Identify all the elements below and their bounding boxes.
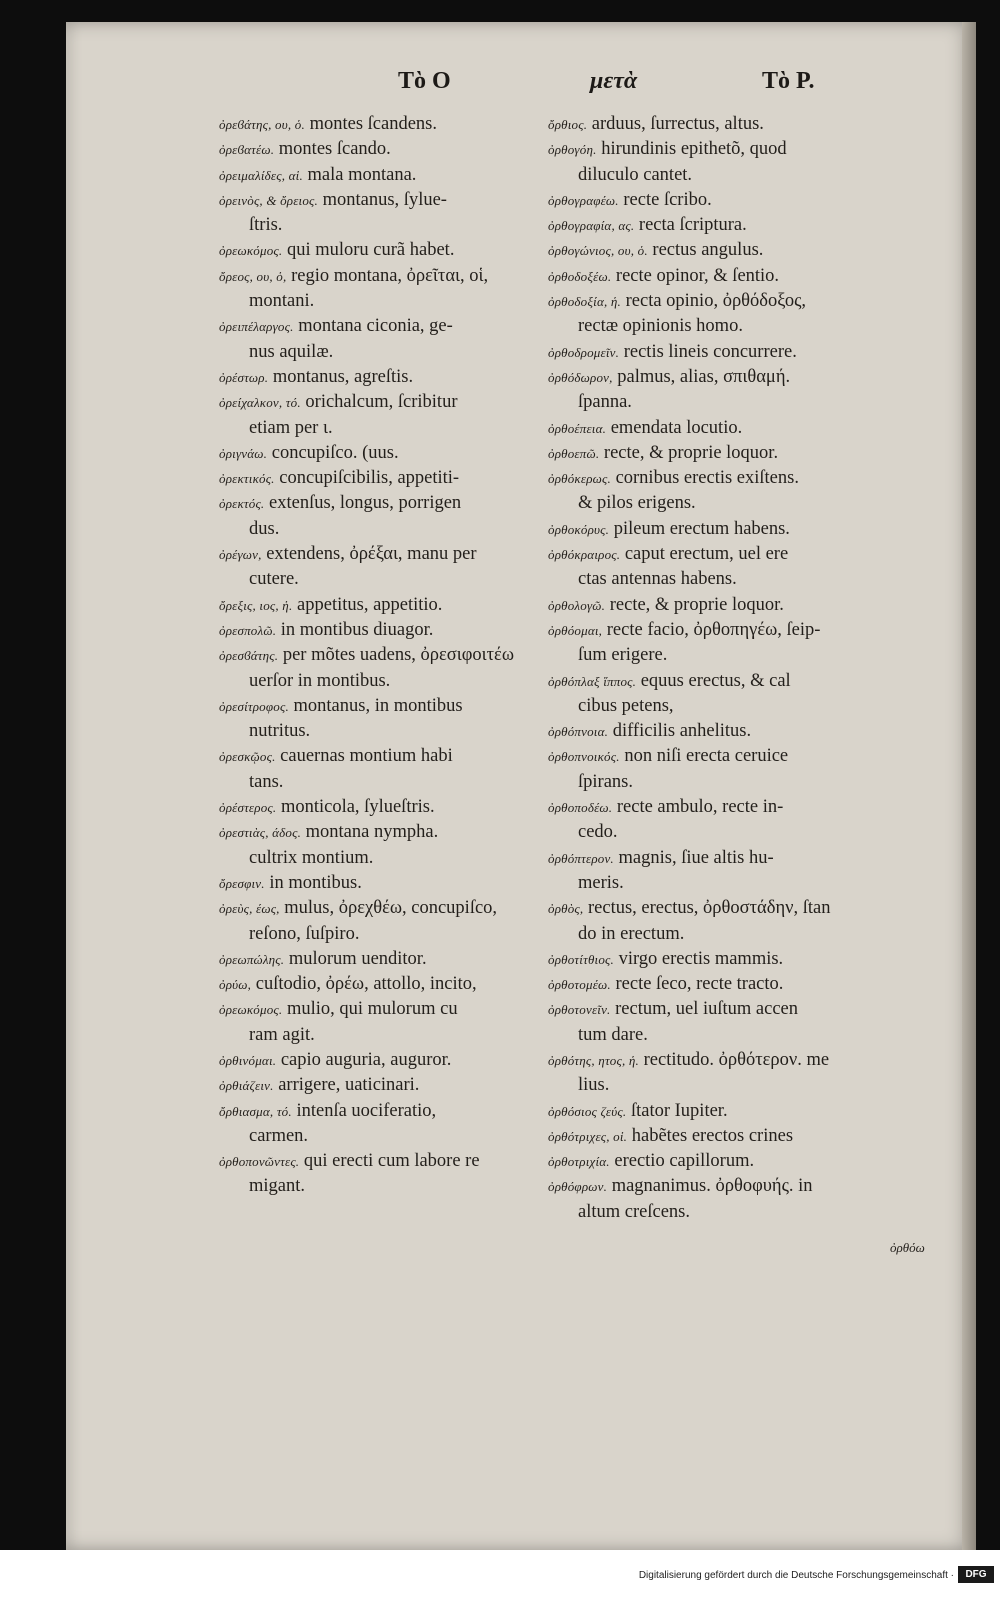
latin-gloss: monticola, ſylueſtris. (280, 797, 435, 818)
latin-gloss: in montibus diuagor. (280, 619, 434, 640)
greek-headword: ὀρεϐάτης, ου, ὁ. (219, 117, 305, 132)
gloss-continuation: uerſor in montibus. (249, 670, 391, 691)
latin-gloss: mala montana. (307, 164, 417, 185)
latin-gloss: recte ambulo, recte in- (616, 797, 784, 818)
greek-headword: ὀρθογραφέω. (548, 192, 619, 208)
greek-headword: ὀρεωπώλης. (219, 951, 285, 967)
gloss-continuation: reſono, ſuſpiro. (249, 923, 360, 944)
latin-gloss: ſtator Iupiter. (630, 1100, 728, 1121)
greek-headword: ὀριγνάω. (219, 445, 268, 461)
gloss-continuation: meris. (578, 872, 624, 893)
latin-gloss: rectus, erectus, ὀρθοστάδην, ſtan (587, 898, 831, 919)
latin-gloss: qui erecti cum labore re (303, 1151, 480, 1172)
gloss-continuation: cutere. (249, 569, 299, 590)
latin-gloss: difficilis anhelitus. (612, 721, 752, 742)
greek-headword: ὀρεινὸς, & ὄρειος. (219, 192, 318, 208)
greek-headword: ὀρθόπλαξ ἵππος. (548, 673, 637, 689)
latin-gloss: mulus, ὀρεχθέω, concupiſco, (284, 898, 498, 919)
latin-gloss: rectitudo. ὀρθότερον. me (643, 1049, 830, 1070)
greek-headword: ὀρθογραφία, ας. (548, 218, 635, 234)
gloss-continuation: ſpirans. (578, 771, 633, 792)
latin-gloss: arduus, ſurrectus, altus. (591, 114, 764, 134)
greek-headword: ὀρθογόη. (548, 142, 597, 158)
latin-gloss: pileum erectum habens. (613, 518, 790, 539)
dictionary-entry (548, 744, 961, 795)
greek-headword: ὀρθόκραιρος. (548, 547, 621, 563)
latin-gloss: palmus, alias, σπιθαμή. (617, 366, 791, 387)
latin-gloss: recte, & proprie loquor. (609, 594, 784, 615)
greek-headword: ὀρθοτονεῖν. (548, 1002, 611, 1018)
latin-gloss: arrigere, uaticinari. (278, 1075, 420, 1096)
greek-headword: ὀρθοτριχία. (548, 1154, 610, 1170)
dictionary-entry (548, 517, 961, 542)
greek-headword: ὀρεὺς, έως, (219, 901, 280, 917)
greek-headword: ὀρθιάζειν. (219, 1078, 274, 1094)
gloss-continuation: cedo. (578, 822, 618, 843)
greek-headword: ὀρθότης, ητος, ἡ. (548, 1052, 639, 1068)
dictionary-entry (548, 1048, 961, 1099)
greek-headword: ὀρθόπνοια. (548, 724, 609, 740)
greek-headword: ὀρέστερος. (219, 800, 277, 816)
footer-bar (0, 1550, 1000, 1599)
greek-headword: ὀρθὸς, (548, 901, 584, 917)
greek-headword: ὀρθοδρομεῖν. (548, 344, 620, 360)
latin-gloss: recte, & proprie loquor. (603, 442, 779, 463)
latin-gloss: mulio, qui mulorum cu (286, 999, 458, 1020)
latin-gloss: cornibus erectis exiſtens. (615, 468, 799, 489)
gloss-continuation: ctas antennas habens. (578, 569, 737, 590)
latin-gloss: emendata locutio. (610, 417, 743, 438)
greek-headword: ὀρειμαλίδες, αἱ. (219, 167, 303, 183)
dfg-logo: DFG (958, 1566, 994, 1583)
gloss-continuation: lius. (578, 1075, 610, 1096)
gloss-continuation: cibus petens, (578, 695, 674, 716)
latin-gloss: montes ſcandens. (309, 114, 438, 134)
dictionary-entry (548, 112, 961, 137)
latin-gloss: mulorum uenditor. (288, 948, 427, 969)
dictionary-entry (548, 188, 961, 213)
gloss-continuation: dus. (249, 518, 280, 539)
greek-headword: ὀρεσπολῶ. (219, 622, 277, 638)
latin-gloss: montana nympha. (305, 822, 439, 843)
greek-headword: ὀρθόσιος ζεύς. (548, 1103, 627, 1119)
latin-gloss: magnis, ſiue altis hu- (618, 847, 774, 868)
latin-gloss: recta ſcriptura. (638, 215, 747, 236)
latin-gloss: concupiſco. (uus. (271, 442, 399, 463)
gloss-continuation: montani. (249, 291, 315, 312)
gloss-continuation: nus aquilæ. (249, 341, 334, 362)
latin-gloss: concupiſcibilis, appetiti- (279, 468, 460, 489)
dictionary-entry (548, 719, 961, 744)
latin-gloss: recte facio, ὀρθοπηγέω, ſeip- (606, 619, 821, 640)
dictionary-entry (548, 669, 961, 720)
latin-gloss: montana ciconia, ge- (298, 316, 453, 337)
latin-gloss: regio montana, ὀρεῖται, οἱ, (291, 265, 489, 286)
dictionary-entry (548, 1099, 961, 1124)
running-head-left: Τὸ Ο (398, 68, 451, 94)
greek-headword: ὀρεσκῷος. (219, 749, 276, 765)
dictionary-entry (548, 1149, 961, 1174)
running-head-right: Τὸ Ρ. (762, 68, 815, 94)
latin-gloss: intenſa uociferatio, (296, 1100, 437, 1121)
latin-gloss: in montibus. (269, 872, 362, 893)
greek-headword: ὀρθοτομέω. (548, 977, 611, 993)
page-edge (962, 22, 976, 1550)
greek-headword: ὀρθότριχες, οἱ. (548, 1128, 628, 1144)
greek-headword: ὀρθογώνιος, ου, ὁ. (548, 243, 648, 259)
greek-headword: ὀρθοποδέω. (548, 800, 613, 816)
footer-credit: Digitalisierung gefördert durch die Deutsche Forschungsgemeinschaft · (638, 1570, 954, 1581)
dictionary-entry (548, 618, 961, 669)
greek-headword: ὄρθιασμα, τό. (219, 1103, 292, 1119)
latin-gloss: caput erectum, uel ere (624, 544, 789, 565)
greek-headword: ὀρεϐατέω. (219, 142, 275, 158)
dictionary-entry (548, 593, 961, 618)
latin-gloss: habẽtes erectos crines (631, 1125, 794, 1146)
greek-headword: ὀρεωκόμος. (219, 243, 283, 259)
latin-gloss: magnanimus. ὀρθοφυής. in (611, 1176, 813, 1197)
dictionary-entry (548, 1174, 961, 1225)
dictionary-entry (548, 289, 961, 340)
gloss-continuation: ſtris. (249, 215, 283, 236)
greek-headword: ὄρεσφιν. (219, 875, 265, 891)
gloss-continuation: altum creſcens. (578, 1201, 690, 1222)
greek-headword: ὀρθολογῶ. (548, 597, 606, 613)
greek-headword: ὀρθόπτερον. (548, 850, 614, 866)
gloss-continuation: tum dare. (578, 1024, 648, 1045)
gloss-continuation: rectæ opinionis homo. (578, 316, 743, 337)
greek-headword: ὀρθόκερως. (548, 471, 611, 487)
greek-headword: ὀρθόδωρον, (548, 369, 613, 385)
gloss-continuation: diluculo cantet. (578, 164, 693, 185)
latin-gloss: rectis lineis concurrere. (623, 341, 797, 362)
dictionary-entry (548, 264, 961, 289)
latin-gloss: rectum, uel iuſtum accen (615, 999, 799, 1020)
dictionary-entry (548, 340, 961, 365)
dictionary-entry (548, 896, 961, 947)
dictionary-entry (548, 441, 961, 466)
greek-headword: ὄρεξις, ιος, ἡ. (219, 597, 293, 613)
greek-headword: ὀρθοδοξία, ἡ. (548, 294, 621, 310)
gloss-continuation: nutritus. (249, 721, 311, 742)
gloss-continuation: migant. (249, 1176, 306, 1197)
latin-gloss: virgo erectis mammis. (618, 948, 784, 969)
greek-headword: ὀρείχαλκον, τό. (219, 395, 301, 411)
latin-gloss: montanus, in montibus (293, 695, 463, 716)
greek-headword: ὀρθινόμαι. (219, 1052, 277, 1068)
dictionary-entry (548, 238, 961, 263)
gloss-continuation: ſpanna. (578, 392, 632, 413)
catchword: ὀρθόω (890, 1240, 925, 1255)
greek-headword: ὀρθοκόρυς. (548, 521, 610, 537)
greek-headword: ὀρεκτικός. (219, 471, 275, 487)
dictionary-entry (548, 137, 961, 188)
greek-headword: ὀρθόφρων. (548, 1179, 608, 1195)
dictionary-entry (548, 972, 961, 997)
gloss-continuation: ram agit. (249, 1024, 315, 1045)
latin-gloss: extenſus, longus, porrigen (269, 493, 462, 514)
latin-gloss: non niſi erecta ceruice (624, 746, 789, 767)
greek-headword: ὀρεσίτροφος. (219, 698, 289, 714)
latin-gloss: orichalcum, ſcribitur (305, 392, 458, 413)
latin-gloss: equus erectus, & cal (640, 670, 791, 691)
greek-headword: ὀρθοεπῶ. (548, 445, 600, 461)
latin-gloss: montanus, ſylue- (322, 189, 447, 210)
latin-gloss: extendens, ὀρέξαι, manu per (266, 544, 477, 565)
gloss-continuation: etiam per ι. (249, 417, 333, 438)
gloss-continuation: ſum erigere. (578, 645, 668, 666)
latin-gloss: rectus angulus. (652, 240, 764, 261)
greek-headword: ὀρειπέλαργος. (219, 319, 294, 335)
greek-headword: ὀρθοέπεια. (548, 420, 607, 436)
running-head-center: μετὰ (590, 68, 638, 94)
latin-gloss: qui muloru curã habet. (286, 240, 455, 261)
latin-gloss: appetitus, appetitio. (297, 594, 443, 615)
dictionary-entry (548, 213, 961, 238)
latin-gloss: recte ſeco, recte tracto. (615, 974, 784, 995)
greek-headword: ὀρθοδοξέω. (548, 268, 612, 284)
latin-gloss: recta opinio, ὀρθόδοξος, (625, 291, 807, 312)
latin-gloss: montanus, agreſtis. (272, 366, 414, 387)
dictionary-entry (548, 795, 961, 846)
latin-gloss: capio auguria, auguror. (280, 1049, 452, 1070)
greek-headword: ὀρεστιὰς, άδος. (219, 825, 302, 841)
dictionary-entry (548, 997, 961, 1048)
dictionary-entry (548, 846, 961, 897)
right-column (548, 112, 961, 1225)
greek-headword: ὀρέγων, (219, 547, 262, 563)
greek-headword: ὀρεωκόμος. (219, 1002, 283, 1018)
gloss-continuation: & pilos erigens. (578, 493, 696, 514)
gloss-continuation: do in erectum. (578, 923, 685, 944)
dictionary-entry (548, 365, 961, 416)
greek-headword: ὀρθοτίτθιος. (548, 951, 614, 967)
gloss-continuation: cultrix montium. (249, 847, 374, 868)
latin-gloss: montes ſcando. (278, 139, 391, 160)
dictionary-entry (548, 416, 961, 441)
latin-gloss: per mõtes uadens, ὀρεσιφοιτέω (282, 645, 514, 666)
dictionary-entry (548, 1124, 961, 1149)
greek-headword: ὄρθιος. (548, 117, 588, 132)
greek-headword: ὀρθοπονῶντες. (219, 1154, 300, 1170)
greek-headword: ὀρύω, (219, 977, 252, 993)
dictionary-entry (548, 466, 961, 517)
running-head (0, 68, 1000, 108)
greek-headword: ὀρεσϐάτης. (219, 648, 279, 664)
dictionary-entry (548, 947, 961, 972)
dictionary-entry (548, 542, 961, 593)
gloss-continuation: tans. (249, 771, 284, 792)
latin-gloss: cuſtodio, ὀρέω, attollo, incito, (255, 974, 477, 995)
gloss-continuation: carmen. (249, 1125, 309, 1146)
latin-gloss: cauernas montium habi (280, 746, 453, 767)
greek-headword: ὀρέστωρ. (219, 369, 269, 385)
greek-headword: ὄρεος, ου, ὁ, (219, 268, 287, 284)
latin-gloss: recte opinor, & ſentio. (615, 265, 780, 286)
greek-headword: ὀρεκτός. (219, 496, 265, 512)
greek-headword: ὀρθοπνοικός. (548, 749, 620, 765)
latin-gloss: recte ſcribo. (623, 189, 712, 210)
latin-gloss: erectio capillorum. (614, 1151, 755, 1172)
greek-headword: ὀρθόομαι, (548, 622, 603, 638)
latin-gloss: hirundinis epithetõ, quod (601, 139, 787, 160)
